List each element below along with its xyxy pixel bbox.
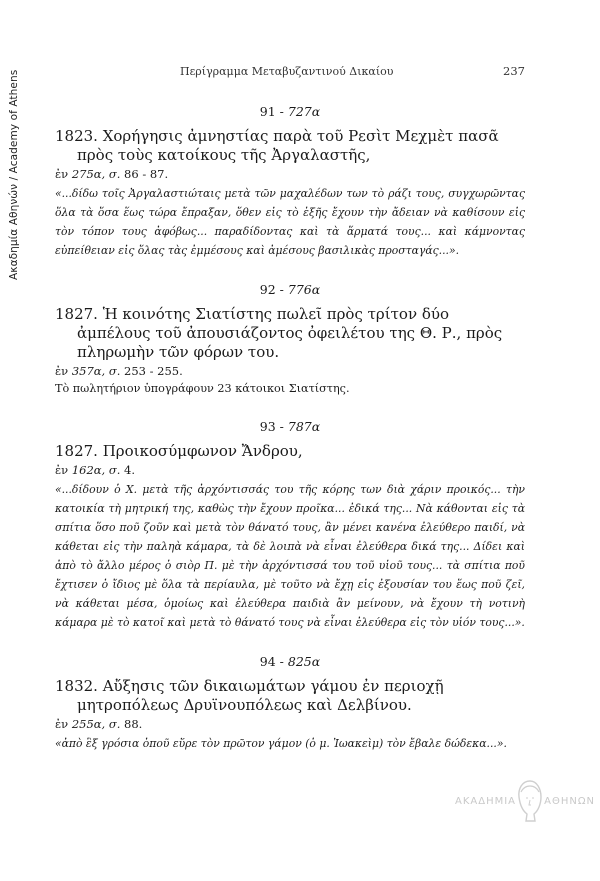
ref-volume: 255α, σ.	[71, 717, 121, 731]
running-head	[55, 64, 525, 82]
entry-reference	[55, 463, 525, 478]
entry-code: 787α	[287, 419, 321, 434]
entry-num: 91	[259, 104, 276, 119]
ref-volume: 162α, σ.	[71, 463, 121, 477]
entry-91	[55, 104, 525, 260]
academy-watermark	[455, 778, 595, 830]
entry-code: 776α	[287, 282, 321, 297]
entry-num: 92	[259, 282, 276, 297]
entry-code: 727α	[287, 104, 321, 119]
ref-pages: 86 - 87.	[120, 167, 169, 181]
ref-prefix: ἐν	[55, 463, 72, 477]
entry-number: 94 - 825α	[259, 654, 321, 669]
running-title: Περίγραμμα Μεταβυζαντινού Δικαίου	[180, 65, 394, 78]
entry-title: 1823. Χορήγησις ἀμνηστίας παρὰ τοῦ Ρεσὶτ Μεχμὲτ πασᾶ πρὸς τοὺς κατοίκους τῆς Ἀργαλαστῆς,	[55, 127, 499, 164]
entry-note: Τὸ πωλητήριον ὑπογράφουν 23 κάτοικοι Σιατίστης.	[55, 382, 350, 395]
ref-prefix: ἐν	[55, 167, 72, 181]
ref-volume: 275α, σ.	[71, 167, 121, 181]
ref-pages: 4.	[120, 463, 136, 477]
entry-94	[55, 654, 525, 753]
ref-prefix: ἐν	[55, 364, 72, 378]
entry-number: 91 - 727α	[259, 104, 321, 119]
archive-side-label: Ακαδημία Αθηνών / Academy of Athens	[8, 69, 20, 280]
entry-num: 94	[259, 654, 276, 669]
watermark-right-text: ΑΘΗΝΩΝ	[544, 796, 595, 807]
ref-pages: 88.	[120, 717, 143, 731]
entry-92	[55, 282, 525, 397]
entry-reference	[55, 364, 525, 379]
entry-code: 825α	[287, 654, 321, 669]
entry-quote: «...δίδουν ὁ Χ. μετὰ τῆς ἀρχόντισσάς του τῆς κόρης των διὰ χάριν προικός... τὴν κατοικία τὴ μητρική της, καθὼς τὴν ἔχουν προῖκα... ἐδικά της... Νὰ κάθονται εἰς τὰ σπίτια ὅσο ποῦ ζοῦν καὶ μετὰ τὸν θάνατό τους, ἂν μένει κανένα ἐλεύθερο παιδί, νὰ κάθεται εἰς τὴν παληὰ κάμαρα, τὰ δὲ λοιπὰ νὰ εἶναι ἐλεύθερα δικά της... Δίδει καὶ ἀπὸ τὸ ἄλλο μέρος ὁ σιὸρ Π. μὲ τὴν ἀρχόντισσά του τοῦ υἱοῦ τους... τὰ σπίτια ποῦ ἔχτισεν ὁ ἴδιος μὲ ὅλα τὰ περίαυλα, μὲ τοῦτο νὰ ἔχῃ εἰς ἐξουσίαν του ἕως ποῦ ζεῖ, νὰ κάθεται μέσα, ὁμοίως καὶ ἐλεύθερα παιδιὰ ἂν μείνουν, νὰ ἔχουν τὴ νοτινὴ κάμαρα μὲ τὸ κατοῖ καὶ μετὰ τὸ θάνατό τους νὰ εἶναι ἐλεύθερα εἰς τὸν υἱόν τους...».	[55, 483, 525, 629]
entry-number: 93 - 787α	[259, 419, 321, 434]
entry-93	[55, 419, 525, 632]
entry-num: 93	[259, 419, 276, 434]
watermark-left-text: ΑΚΑΔΗΜΙΑ	[455, 796, 517, 807]
entry-number: 92 - 776α	[259, 282, 321, 297]
book-page	[55, 64, 525, 753]
entry-title: 1827. Προικοσύμφωνον Ἄνδρου,	[55, 442, 303, 460]
entry-reference	[55, 167, 525, 182]
entry-quote: «ἀπὸ ἓξ γρόσια ὁποῦ εὕρε τὸν πρῶτον γάμον (ὁ μ. Ἰωακεὶμ) τὸν ἔβαλε δώδεκα...».	[55, 737, 507, 750]
athena-head-icon	[513, 778, 547, 824]
ref-volume: 357α, σ.	[71, 364, 121, 378]
entry-reference	[55, 717, 525, 732]
entry-quote: «...δίδω τοῖς Ἀργαλαστιώταις μετὰ τῶν μαχαλέδων των τὸ ράζι τους, συγχωρῶντας ὅλα τὰ ὅσα ἕως τώρα ἔπραξαν, ὅθεν εἰς τὸ ἑξῆς ἔχουν τὴν ἄδειαν νὰ καθίσουν εἰς τὸν τόπον τους ἀφόβως... παραδίδοντας καὶ τὰ ἅρματά τους... καὶ κάμνοντας εὐπείθειαν εἰς ὅλας τὰς ἐμμέσους καὶ ἀμέσους βασιλικὰς προσταγάς...».	[55, 187, 525, 257]
page-number: 237	[503, 64, 525, 78]
ref-pages: 253 - 255.	[120, 364, 183, 378]
entry-title: 1827. Ἡ κοινότης Σιατίστης πωλεῖ πρὸς τρίτον δύο ἀμπέλους τοῦ ἀπουσιάζοντος ὀφειλέτου της Θ. Ρ., πρὸς πληρωμὴν τῶν φόρων του.	[55, 305, 503, 361]
ref-prefix: ἐν	[55, 717, 72, 731]
entry-title: 1832. Αὔξησις τῶν δικαιωμάτων γάμου ἐν περιοχῇ μητροπόλεως Δρυϊνουπόλεως καὶ Δελβίνου.	[55, 677, 444, 714]
